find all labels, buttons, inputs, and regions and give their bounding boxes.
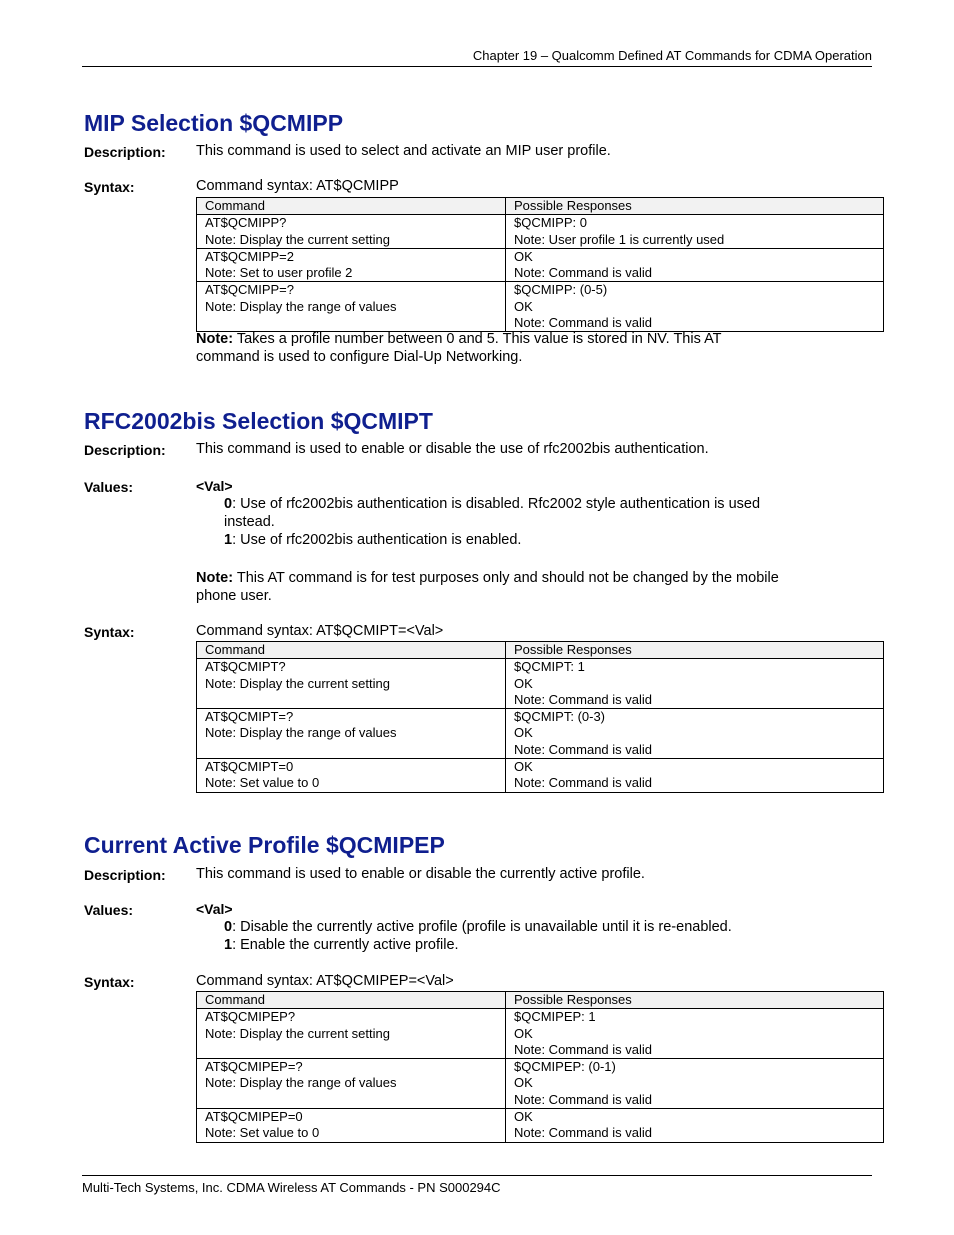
column-header-responses: Possible Responses: [506, 198, 884, 215]
chapter-title: Chapter 19 – Qualcomm Defined AT Commands for CDMA Operation: [472, 48, 872, 63]
syntax-label: Syntax:: [84, 974, 135, 990]
values-label: Values:: [84, 902, 134, 918]
response-line: OK: [514, 1109, 533, 1125]
response-line: Note: Command is valid: [514, 315, 652, 331]
command-table: [196, 641, 884, 793]
note-label: Note:: [196, 331, 234, 347]
command-line: AT$QCMIPEP=0: [205, 1109, 303, 1125]
command-line: Note: Display the current setting: [205, 675, 390, 691]
page-footer: [82, 1175, 872, 1195]
footer-text: Multi-Tech Systems, Inc. CDMA Wireless AT Commands - PN S000294C: [82, 1180, 501, 1195]
response-line: $QCMIPEP: (0-1): [514, 1059, 616, 1075]
response-line: Note: Command is valid: [514, 1041, 652, 1057]
response-line: Note: Command is valid: [514, 691, 652, 707]
command-cell: [197, 282, 506, 332]
command-cell: [197, 709, 506, 759]
table-row: [197, 759, 884, 793]
table-row: [197, 282, 884, 332]
syntax-text: Command syntax: AT$QCMIPP: [196, 178, 399, 194]
syntax-text: Command syntax: AT$QCMIPT=<Val>: [196, 623, 444, 639]
syntax-label: Syntax:: [84, 624, 135, 640]
response-line: Note: Command is valid: [514, 265, 652, 281]
response-cell: [506, 248, 884, 282]
description-label: Description:: [84, 867, 166, 883]
command-cell: [197, 248, 506, 282]
note-text: This AT command is for test purposes only and should not be changed by the mobile: [236, 570, 779, 586]
response-cell: [506, 659, 884, 709]
note-label: Note:: [196, 570, 234, 586]
syntax-label: Syntax:: [84, 179, 135, 195]
column-header-command: Command: [197, 992, 506, 1009]
command-line: Note: Display the range of values: [205, 298, 397, 314]
description-text: This command is used to select and activate an MIP user profile.: [196, 143, 611, 159]
command-line: AT$QCMIPP=?: [205, 282, 294, 298]
response-cell: [506, 1009, 884, 1059]
response-line: Note: Command is valid: [514, 775, 652, 791]
section-title: Current Active Profile $QCMIPEP: [84, 832, 445, 858]
command-cell: [197, 215, 506, 249]
description-text: This command is used to enable or disable the use of rfc2002bis authentication.: [196, 441, 709, 457]
command-line: AT$QCMIPT=0: [205, 759, 294, 775]
response-line: Note: User profile 1 is currently used: [514, 231, 725, 247]
command-table: [196, 197, 884, 332]
command-cell: [197, 659, 506, 709]
table-row: [197, 1109, 884, 1143]
command-line: Note: Set value to 0: [205, 775, 320, 791]
response-cell: [506, 759, 884, 793]
column-header-command: Command: [197, 198, 506, 215]
note-text-cont: command is used to configure Dial-Up Networking.: [196, 349, 523, 365]
command-line: AT$QCMIPEP=?: [205, 1059, 303, 1075]
table-row: [197, 659, 884, 709]
value-1: 1: Enable the currently active profile.: [224, 937, 459, 953]
description-label: Description:: [84, 442, 166, 458]
response-line: $QCMIPT: (0-3): [514, 709, 606, 725]
command-line: AT$QCMIPP=2: [205, 248, 294, 264]
val-placeholder: <Val>: [196, 478, 233, 494]
section-title: RFC2002bis Selection $QCMIPT: [84, 408, 433, 434]
section-title: MIP Selection $QCMIPP: [84, 110, 344, 136]
command-line: Note: Set to user profile 2: [205, 265, 353, 281]
command-table: [196, 991, 884, 1143]
command-line: AT$QCMIPP?: [205, 215, 287, 231]
response-line: $QCMIPEP: 1: [514, 1009, 596, 1025]
command-line: Note: Display the current setting: [205, 1025, 390, 1041]
response-line: OK: [514, 1075, 533, 1091]
command-line: Note: Set value to 0: [205, 1125, 320, 1141]
response-line: OK: [514, 248, 533, 264]
description-text: This command is used to enable or disable the currently active profile.: [196, 866, 645, 882]
syntax-text: Command syntax: AT$QCMIPEP=<Val>: [196, 973, 454, 989]
command-cell: [197, 1109, 506, 1143]
command-line: Note: Display the range of values: [205, 1075, 397, 1091]
response-line: OK: [514, 759, 533, 775]
command-line: Note: Display the current setting: [205, 231, 390, 247]
response-cell: [506, 1059, 884, 1109]
response-line: Note: Command is valid: [514, 1125, 652, 1141]
note-text-cont: phone user.: [196, 588, 272, 604]
response-line: Note: Command is valid: [514, 741, 652, 757]
response-cell: [506, 215, 884, 249]
note-paragraph: [196, 330, 836, 366]
response-line: OK: [514, 1025, 533, 1041]
note-paragraph: [196, 569, 836, 605]
description-label: Description:: [84, 144, 166, 160]
table-row: [197, 1009, 884, 1059]
table-header-row: [197, 642, 884, 659]
table-row: [197, 215, 884, 249]
command-line: AT$QCMIPEP?: [205, 1009, 296, 1025]
response-cell: [506, 1109, 884, 1143]
page-header: [82, 46, 872, 67]
response-line: OK: [514, 298, 533, 314]
note-text: Takes a profile number between 0 and 5. This value is stored in NV. This AT: [236, 331, 722, 347]
value-1: 1: Use of rfc2002bis authentication is enabled.: [224, 532, 522, 548]
table-header-row: [197, 992, 884, 1009]
command-line: AT$QCMIPT?: [205, 659, 286, 675]
table-row: [197, 1059, 884, 1109]
command-cell: [197, 1009, 506, 1059]
response-line: $QCMIPP: (0-5): [514, 282, 608, 298]
command-line: Note: Display the range of values: [205, 725, 397, 741]
table-header-row: [197, 198, 884, 215]
value-0: 0: Disable the currently active profile (profile is unavailable until it is re-enabled.: [224, 919, 732, 935]
response-line: $QCMIPT: 1: [514, 659, 585, 675]
val-placeholder: <Val>: [196, 901, 233, 917]
response-cell: [506, 282, 884, 332]
response-line: $QCMIPP: 0: [514, 215, 587, 231]
column-header-responses: Possible Responses: [506, 642, 884, 659]
command-line: AT$QCMIPT=?: [205, 709, 294, 725]
command-cell: [197, 1059, 506, 1109]
response-line: Note: Command is valid: [514, 1091, 652, 1107]
response-line: OK: [514, 725, 533, 741]
column-header-command: Command: [197, 642, 506, 659]
response-cell: [506, 709, 884, 759]
table-row: [197, 709, 884, 759]
value-0: 0: Use of rfc2002bis authentication is disabled. Rfc2002 style authentication is used: [224, 496, 761, 512]
values-label: Values:: [84, 479, 134, 495]
table-row: [197, 248, 884, 282]
response-line: OK: [514, 675, 533, 691]
command-cell: [197, 759, 506, 793]
value-0-cont: instead.: [224, 514, 275, 530]
column-header-responses: Possible Responses: [506, 992, 884, 1009]
